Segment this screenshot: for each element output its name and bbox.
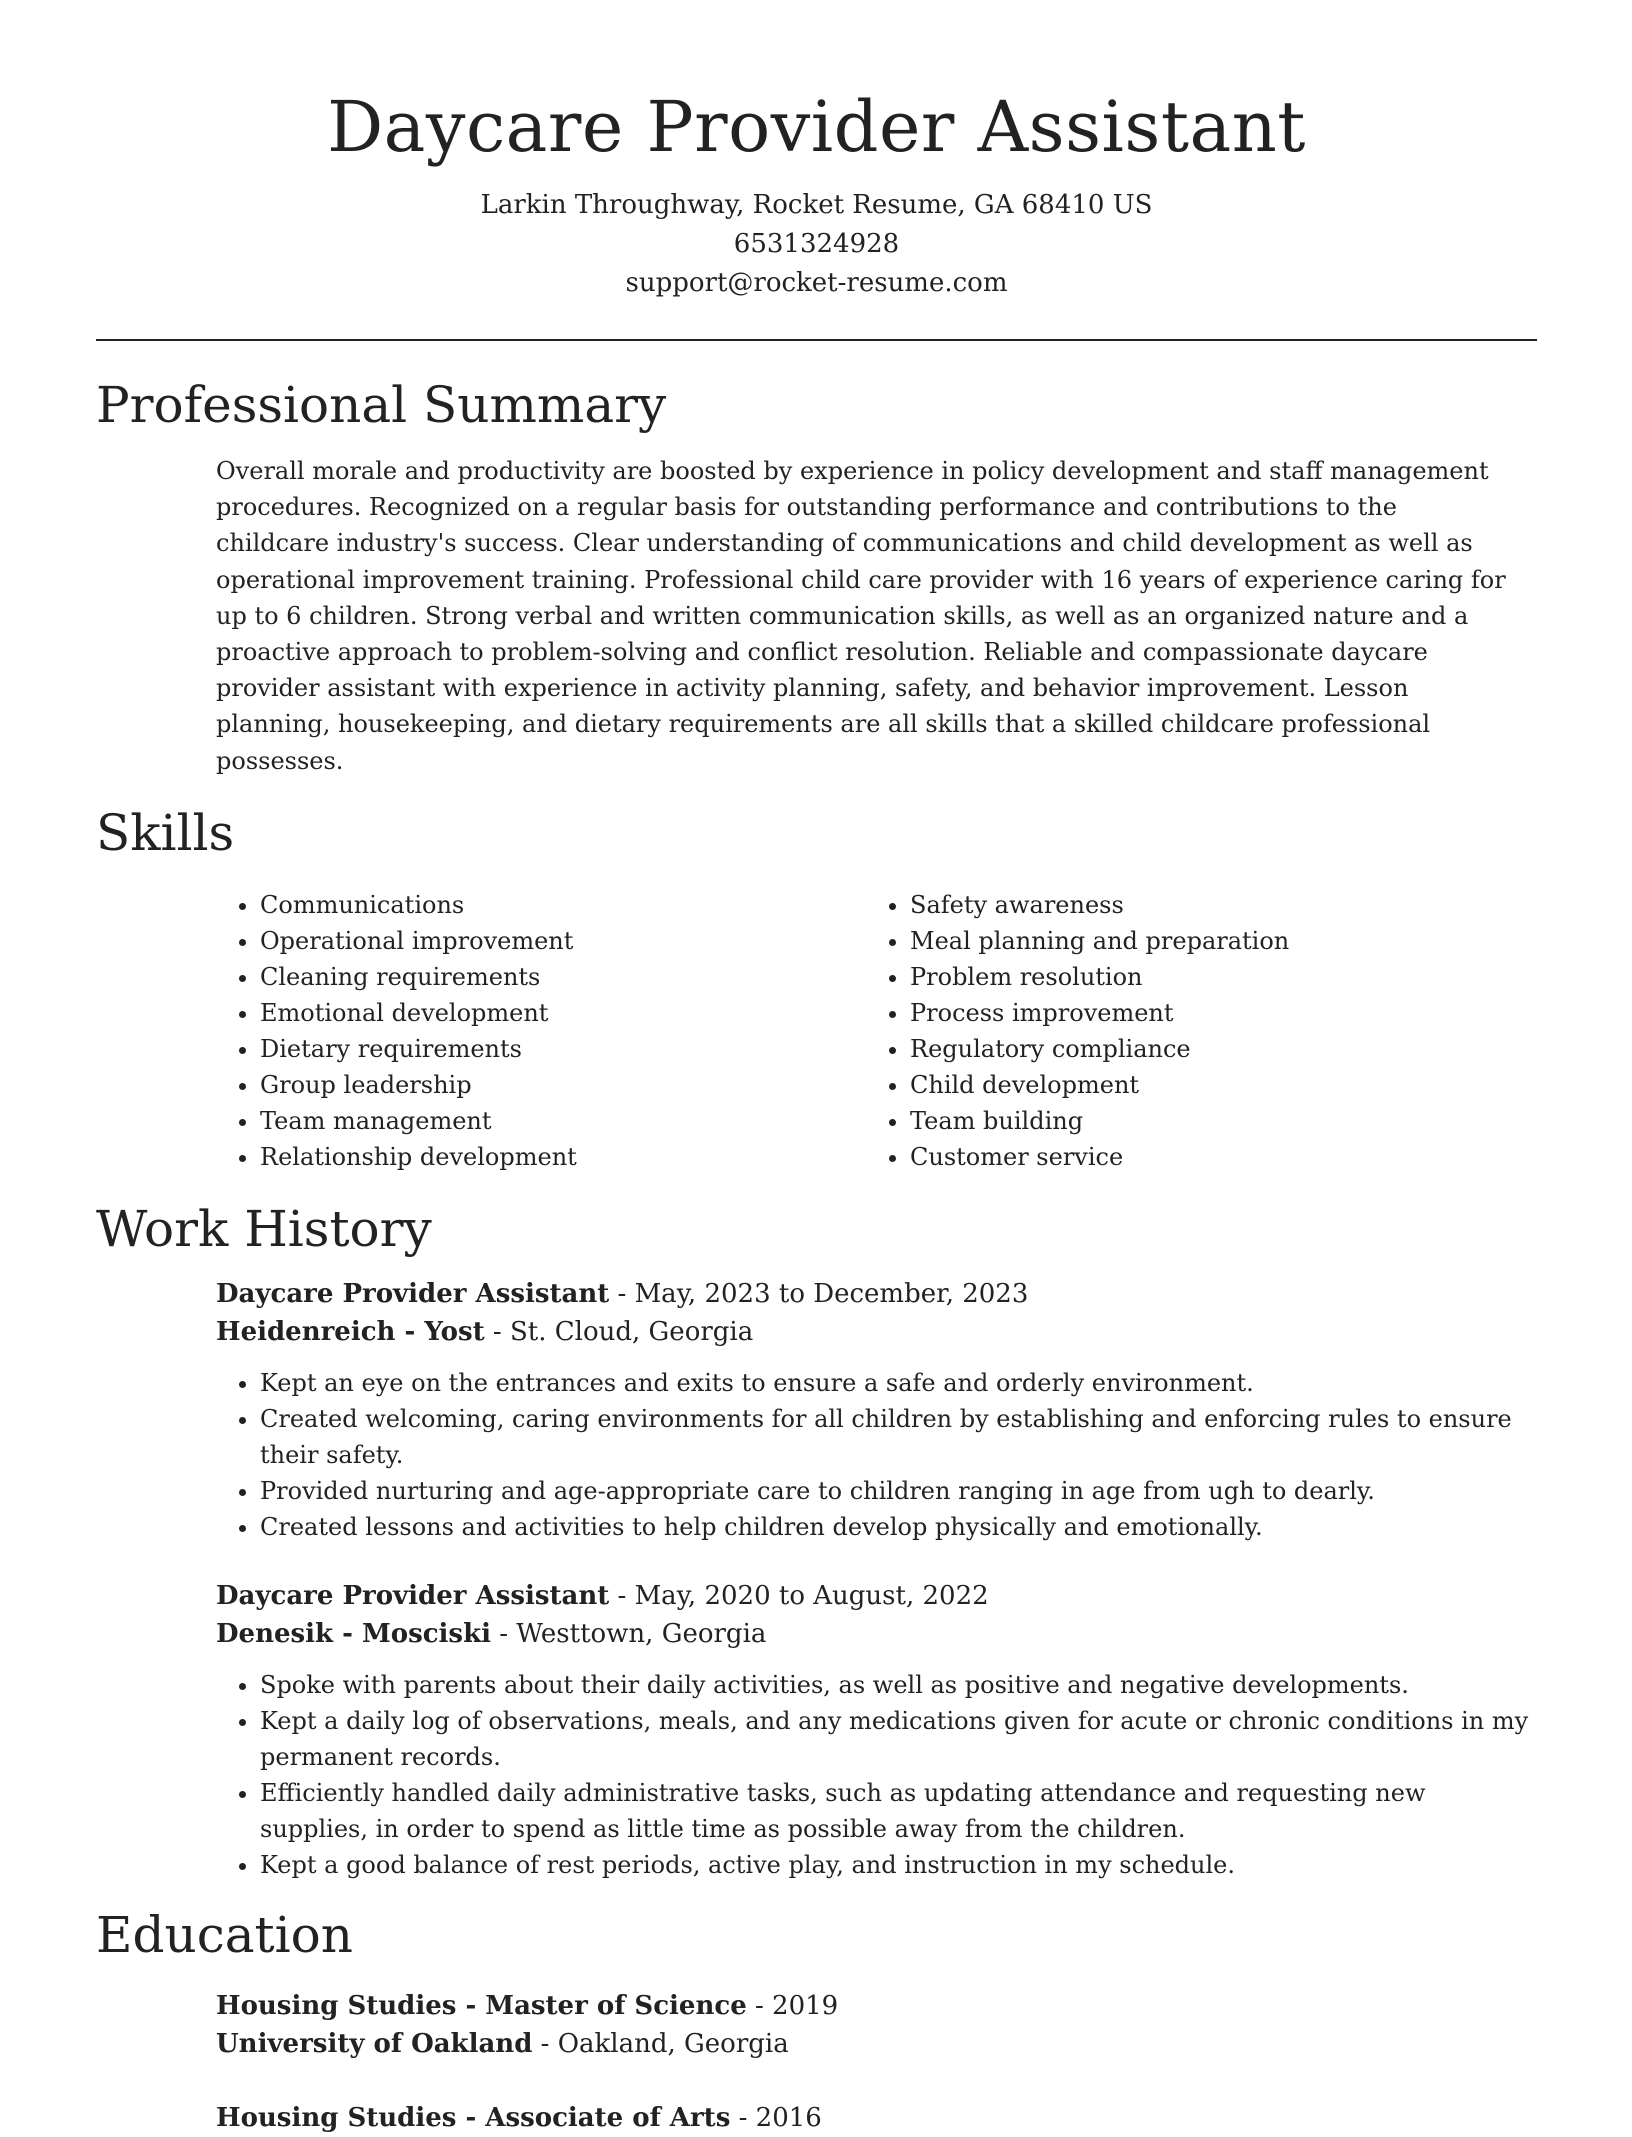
job-company: Heidenreich - Yost <box>216 1316 485 1347</box>
skill-item: • Communications <box>260 887 866 923</box>
skills-column-2 <box>866 887 1289 1175</box>
job-duty: • Kept a good balance of rest periods, active play, and instruction in my schedule. <box>260 1847 1537 1883</box>
job-entry <box>216 1275 1537 1545</box>
education-year: - 2016 <box>730 2102 822 2133</box>
job-duties-list <box>216 1365 1537 1545</box>
job-duty: • Created welcoming, caring environments for all children by establishing and enforcing rules to ensure their safety. <box>260 1401 1537 1473</box>
summary-heading: Professional Summary <box>96 376 667 434</box>
education-entry <box>216 2099 1537 2137</box>
job-location: - St. Cloud, Georgia <box>484 1316 754 1347</box>
skills-section <box>96 801 1537 1175</box>
education-degree: - Associate of Arts <box>456 2102 731 2133</box>
skill-item: • Dietary requirements <box>260 1031 866 1067</box>
job-position: Daycare Provider Assistant <box>216 1580 610 1611</box>
skill-item: • Operational improvement <box>260 923 866 959</box>
job-duty: • Kept an eye on the entrances and exits to ensure a safe and orderly environment. <box>260 1365 1537 1401</box>
job-entry <box>216 1577 1537 1883</box>
skill-item: • Team building <box>910 1103 1289 1139</box>
job-company-line <box>216 1313 1537 1351</box>
skill-item: • Process improvement <box>910 995 1289 1031</box>
contact-info <box>96 186 1537 303</box>
work-history-heading: Work History <box>96 1199 432 1258</box>
job-title-line <box>216 1275 1537 1313</box>
summary-section <box>96 373 1537 779</box>
work-history-section <box>96 1197 1537 1883</box>
skill-item: • Cleaning requirements <box>260 959 866 995</box>
education-heading: Education <box>96 1905 353 1964</box>
education-field: Housing Studies <box>216 2102 457 2133</box>
education-school-line <box>216 2025 1537 2063</box>
skill-item: • Group leadership <box>260 1067 866 1103</box>
phone-text: 6531324928 <box>733 229 900 259</box>
education-year: - 2019 <box>746 1990 839 2021</box>
skills-list <box>216 887 1537 1175</box>
job-dates: - May, 2023 to December, 2023 <box>609 1278 1029 1309</box>
job-company-line <box>216 1615 1537 1653</box>
job-duty: • Provided nurturing and age-appropriate care to children ranging in age from ugh to dearly. <box>260 1473 1537 1509</box>
education-school: University of Oakland <box>216 2028 533 2059</box>
header-divider <box>96 339 1537 341</box>
skill-item: • Safety awareness <box>910 887 1289 923</box>
skill-item: • Team management <box>260 1103 866 1139</box>
skill-item: • Emotional development <box>260 995 866 1031</box>
job-dates: - May, 2020 to August, 2022 <box>609 1580 989 1611</box>
skill-item: • Relationship development <box>260 1139 866 1175</box>
email-link[interactable]: support@rocket-resume.com <box>625 268 1008 298</box>
education-degree-line <box>216 1987 1537 2025</box>
job-duty: • Kept a daily log of observations, meals, and any medications given for acute or chronic conditions in my permanent records. <box>260 1703 1537 1775</box>
candidate-name: Daycare Provider Assistant <box>327 86 1306 168</box>
job-company: Denesik - Mosciski <box>216 1618 491 1649</box>
skill-item: • Meal planning and preparation <box>910 923 1289 959</box>
job-duties-list <box>216 1667 1537 1883</box>
skills-heading: Skills <box>96 803 235 862</box>
skills-column-1 <box>216 887 866 1175</box>
skill-item: • Child development <box>910 1067 1289 1103</box>
resume-header <box>96 0 1537 303</box>
address-text: Larkin Throughway, Rocket Resume, GA 68410 US <box>480 190 1153 220</box>
education-field: Housing Studies <box>216 1990 457 2021</box>
job-duty: • Spoke with parents about their daily activities, as well as positive and negative developments. <box>260 1667 1537 1703</box>
skill-item: • Regulatory compliance <box>910 1031 1289 1067</box>
skill-item: • Customer service <box>910 1139 1289 1175</box>
skill-item: • Problem resolution <box>910 959 1289 995</box>
job-duty: • Created lessons and activities to help children develop physically and emotionally. <box>260 1509 1537 1545</box>
education-degree-line <box>216 2099 1537 2137</box>
summary-text: Overall morale and productivity are boosted by experience in policy development and staff management procedures. Recognized on a regular basis for outstanding performance and contributions to the childcare industry's success. Clear understanding of communications and child development as well as operational improvement training. Professional child care provider with 16 years of experience caring for up to 6 children. Strong verbal and written communication skills, as well as an organized nature and a proactive approach to problem-solving and conflict resolution. Reliable and compassionate daycare provider assistant with experience in activity planning, safety, and behavior improvement. Lesson planning, housekeeping, and dietary requirements are all skills that a skilled childcare professional possesses. <box>216 457 1506 775</box>
job-title-line <box>216 1577 1537 1615</box>
education-degree: - Master of Science <box>456 1990 747 2021</box>
education-section <box>96 1903 1537 2137</box>
education-entry <box>216 1987 1537 2063</box>
job-location: - Westtown, Georgia <box>490 1618 767 1649</box>
job-duty: • Efficiently handled daily administrative tasks, such as updating attendance and requesting new supplies, in order to spend as little time as possible away from the children. <box>260 1775 1537 1847</box>
resume-page <box>96 0 1537 2137</box>
job-position: Daycare Provider Assistant <box>216 1278 610 1309</box>
education-location: - Oakland, Georgia <box>532 2028 789 2059</box>
